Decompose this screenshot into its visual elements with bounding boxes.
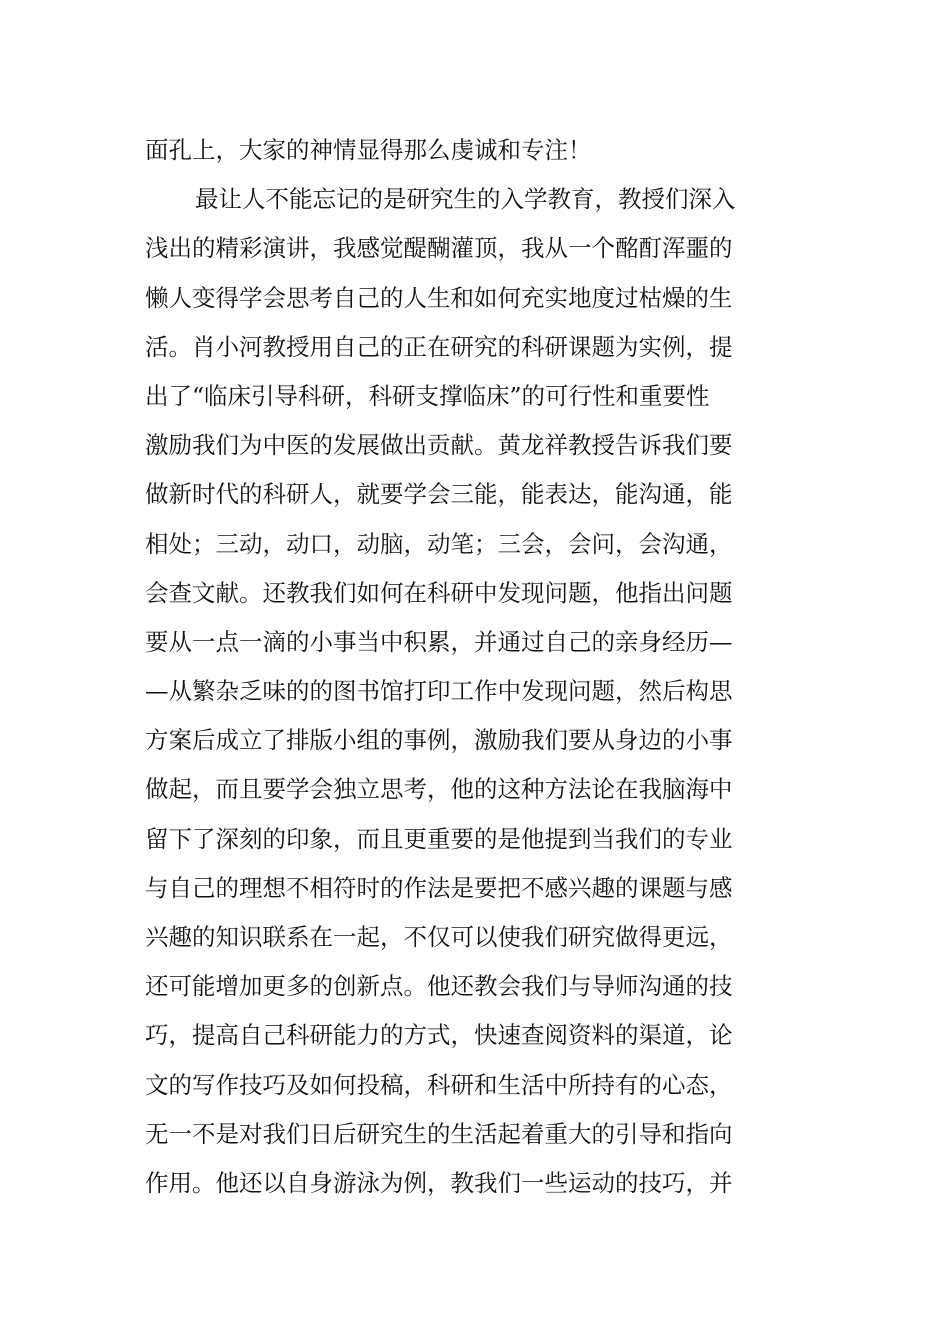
- text-line: 与自己的理想不相符时的作法是要把不感兴趣的课题与感: [145, 873, 733, 902]
- text-line: 出了“临床引导科研，科研支撑临床”的可行性和重要性: [145, 381, 710, 410]
- text-line: 活。肖小河教授用自己的正在研究的科研课题为实例，提: [145, 332, 733, 361]
- text-line: 作用。他还以自身游泳为例，教我们一些运动的技巧，并: [145, 1168, 733, 1197]
- text-line: 做新时代的科研人，就要学会三能，能表达，能沟通，能: [145, 480, 733, 509]
- text-line: 会查文献。还教我们如何在科研中发现问题，他指出问题: [145, 578, 733, 607]
- document-page: [145, 126, 810, 1208]
- text-line: 相处；三动，动口，动脑，动笔；三会，会问，会沟通，: [145, 529, 733, 558]
- text-line: —从繁杂乏味的的图书馆打印工作中发现问题，然后构思: [145, 677, 733, 706]
- text-line: 面孔上，大家的神情显得那么虔诚和专注！: [145, 136, 592, 164]
- text-line: 激励我们为中医的发展做出贡献。黄龙祥教授告诉我们要: [145, 431, 733, 460]
- text-line: 留下了深刻的印象，而且更重要的是他提到当我们的专业: [145, 824, 733, 853]
- text-line: 文的写作技巧及如何投稿，科研和生活中所持有的心态，: [145, 1070, 733, 1099]
- text-line: 浅出的精彩演讲，我感觉醍醐灌顶，我从一个酩酊浑噩的: [145, 234, 733, 263]
- paragraph-first-line: 最让人不能忘记的是研究生的入学教育，教授们深入: [195, 185, 736, 214]
- text-line: 做起，而且要学会独立思考，他的这种方法论在我脑海中: [145, 775, 733, 804]
- text-line: 还可能增加更多的创新点。他还教会我们与导师沟通的技: [145, 972, 733, 1001]
- text-line: 要从一点一滴的小事当中积累，并通过自己的亲身经历—: [145, 627, 733, 656]
- text-line: 无一不是对我们日后研究生的生活起着重大的引导和指向: [145, 1119, 733, 1148]
- text-line: 巧，提高自己科研能力的方式，快速查阅资料的渠道，论: [145, 1021, 733, 1050]
- text-line: 方案后成立了排版小组的事例，激励我们要从身边的小事: [145, 726, 733, 755]
- text-line: 懒人变得学会思考自己的人生和如何充实地度过枯燥的生: [145, 283, 733, 312]
- text-line: 兴趣的知识联系在一起，不仅可以使我们研究做得更远，: [145, 923, 733, 951]
